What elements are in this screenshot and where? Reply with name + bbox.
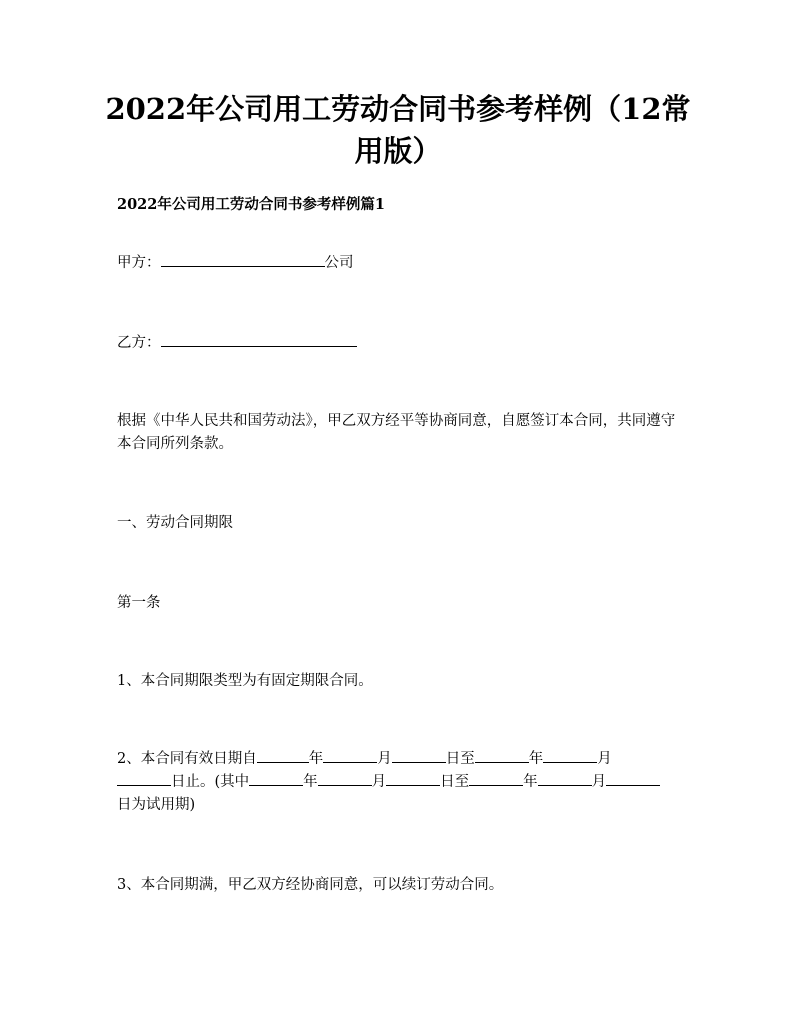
title-line-2: 用版） (354, 134, 442, 168)
clause-2-prefix: 2、本合同有效日期自 (117, 751, 257, 767)
article-1-heading: 第一条 (117, 595, 161, 611)
party-a-line (117, 252, 682, 275)
section-subtitle: 2022年公司用工劳动合同书参考样例篇1 (117, 196, 385, 213)
party-a-blank (161, 252, 325, 267)
year-label: 年 (303, 774, 318, 790)
month-label: 月 (377, 751, 392, 767)
blank (257, 748, 309, 763)
clause-2 (117, 748, 687, 817)
blank (475, 748, 529, 763)
month-label: 月 (597, 751, 612, 767)
day-to-label: 日至 (445, 751, 475, 767)
blank (538, 771, 592, 786)
section-heading-1: 一、劳动合同期限 (117, 515, 233, 531)
blank (469, 771, 523, 786)
title-line-1: 2022年公司用工劳动合同书参考样例（12常 (105, 92, 691, 126)
blank (392, 748, 446, 763)
year-label: 年 (523, 774, 538, 790)
day-to-label: 日至 (440, 774, 470, 790)
party-b-line (117, 332, 682, 355)
blank (606, 771, 660, 786)
party-b-label: 乙方： (117, 335, 161, 351)
party-b-blank (161, 332, 357, 347)
party-a-label: 甲方： (117, 255, 161, 271)
blank (249, 771, 303, 786)
clause-1: 1、本合同期限类型为有固定期限合同。 (117, 673, 373, 689)
clause-2-line-3: 日为试用期) (117, 797, 196, 813)
blank (386, 771, 440, 786)
clause-2-line-1 (117, 748, 687, 771)
blank (117, 771, 171, 786)
blank (318, 771, 372, 786)
clause-3: 3、本合同期满，甲乙双方经协商同意，可以续订劳动合同。 (117, 877, 504, 893)
month-label: 月 (371, 774, 387, 790)
party-a-suffix: 公司 (324, 255, 354, 271)
year-label: 年 (308, 751, 324, 767)
blank (323, 748, 377, 763)
month-label: 月 (591, 774, 607, 790)
blank (543, 748, 597, 763)
clause-2-line-2 (117, 771, 687, 794)
document-title (100, 88, 696, 172)
year-label: 年 (528, 751, 544, 767)
intro-paragraph: 根据《中华人民共和国劳动法》，甲乙双方经平等协商同意，自愿签订本合同，共同遵守本合同所列条款。 (117, 413, 676, 452)
clause-2-end: 日止。(其中 (171, 774, 250, 790)
